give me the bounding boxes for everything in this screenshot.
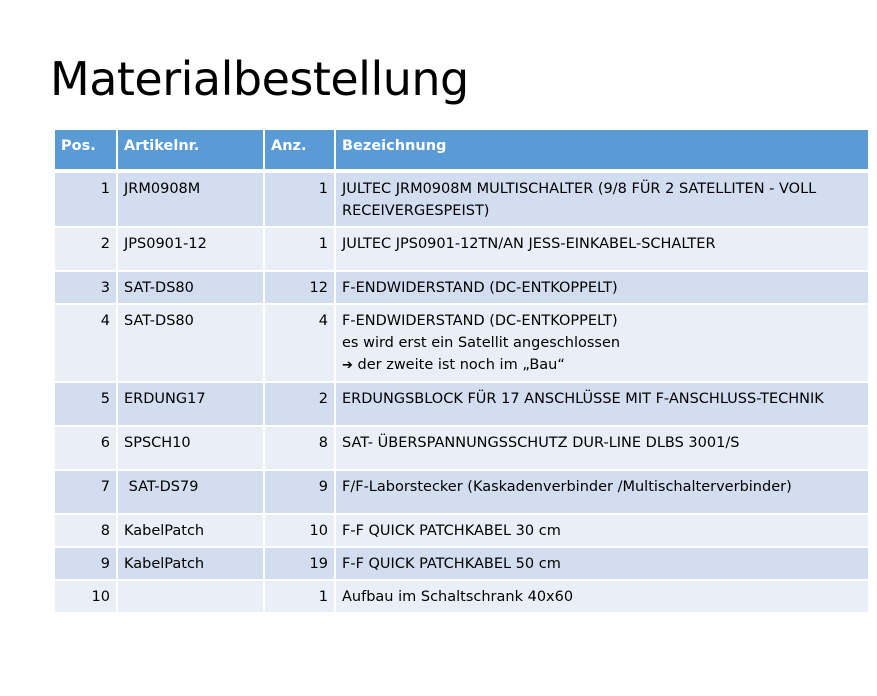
desc-line: Aufbau im Schaltschrank 40x60 [342, 589, 574, 605]
cell-bezeichnung [335, 426, 869, 470]
cell-artikelnr: KabelPatch [117, 514, 264, 547]
cell-pos: 8 [54, 514, 117, 547]
cell-bezeichnung [335, 227, 869, 271]
desc-line: JULTEC JPS0901-12TN/AN JESS-EINKABEL-SCHALTER [342, 236, 716, 252]
cell-anz: 2 [264, 382, 335, 426]
cell-artikelnr: SAT-DS80 [117, 304, 264, 382]
cell-anz: 8 [264, 426, 335, 470]
cell-anz: 9 [264, 470, 335, 514]
header-artikelnr: Artikelnr. [117, 129, 264, 171]
cell-bezeichnung [335, 382, 869, 426]
cell-artikelnr: SAT-DS79 [117, 470, 264, 514]
cell-anz: 1 [264, 580, 335, 613]
order-table [53, 128, 870, 614]
cell-bezeichnung [335, 547, 869, 580]
cell-pos: 1 [54, 171, 117, 227]
right-arrow-icon: ➔ [342, 358, 353, 373]
cell-anz: 10 [264, 514, 335, 547]
desc-line-with-arrow [342, 354, 862, 377]
cell-pos: 6 [54, 426, 117, 470]
table-row [54, 171, 869, 227]
cell-pos: 9 [54, 547, 117, 580]
cell-pos: 2 [54, 227, 117, 271]
table-row [54, 580, 869, 613]
cell-artikelnr: KabelPatch [117, 547, 264, 580]
table-row [54, 304, 869, 382]
desc-line: F/F-Laborstecker (Kaskadenverbinder /Multischalterverbinder) [342, 479, 792, 495]
cell-artikelnr [117, 580, 264, 613]
cell-anz: 19 [264, 547, 335, 580]
cell-bezeichnung [335, 580, 869, 613]
cell-artikelnr: JRM0908M [117, 171, 264, 227]
cell-bezeichnung [335, 271, 869, 304]
cell-artikelnr: SAT-DS80 [117, 271, 264, 304]
cell-pos: 3 [54, 271, 117, 304]
table-row [54, 514, 869, 547]
table-row [54, 470, 869, 514]
desc-line: es wird erst ein Satellit angeschlossen [342, 335, 621, 351]
cell-bezeichnung [335, 514, 869, 547]
desc-line: F-ENDWIDERSTAND (DC-ENTKOPPELT) [342, 280, 618, 296]
table-row [54, 382, 869, 426]
cell-pos: 10 [54, 580, 117, 613]
table-row [54, 426, 869, 470]
table-row [54, 227, 869, 271]
table-header-row [54, 129, 869, 171]
cell-bezeichnung [335, 171, 869, 227]
table-row [54, 271, 869, 304]
desc-line: F-F QUICK PATCHKABEL 50 cm [342, 556, 561, 572]
slide-title: Materialbestellung [50, 52, 469, 106]
cell-pos: 4 [54, 304, 117, 382]
cell-anz: 1 [264, 171, 335, 227]
desc-line: F-ENDWIDERSTAND (DC-ENTKOPPELT) [342, 313, 618, 329]
cell-pos: 7 [54, 470, 117, 514]
header-bezeichnung: Bezeichnung [335, 129, 869, 171]
cell-pos: 5 [54, 382, 117, 426]
cell-artikelnr: ERDUNG17 [117, 382, 264, 426]
cell-bezeichnung [335, 470, 869, 514]
desc-line: JULTEC JRM0908M MULTISCHALTER (9/8 FÜR 2 SATELLITEN - VOLL [342, 181, 817, 197]
cell-anz: 1 [264, 227, 335, 271]
desc-line: RECEIVERGESPEIST) [342, 203, 490, 219]
cell-artikelnr: JPS0901-12 [117, 227, 264, 271]
header-anz: Anz. [264, 129, 335, 171]
cell-anz: 4 [264, 304, 335, 382]
desc-line: F-F QUICK PATCHKABEL 30 cm [342, 523, 561, 539]
cell-bezeichnung [335, 304, 869, 382]
cell-anz: 12 [264, 271, 335, 304]
desc-line-text: der zweite ist noch im „Bau“ [357, 357, 565, 373]
table-row [54, 547, 869, 580]
header-pos: Pos. [54, 129, 117, 171]
desc-line: SAT- ÜBERSPANNUNGSSCHUTZ DUR-LINE DLBS 3001/S [342, 435, 740, 451]
cell-artikelnr: SPSCH10 [117, 426, 264, 470]
desc-line: ERDUNGSBLOCK FÜR 17 ANSCHLÜSSE MIT F-ANSCHLUSS-TECHNIK [342, 391, 824, 407]
